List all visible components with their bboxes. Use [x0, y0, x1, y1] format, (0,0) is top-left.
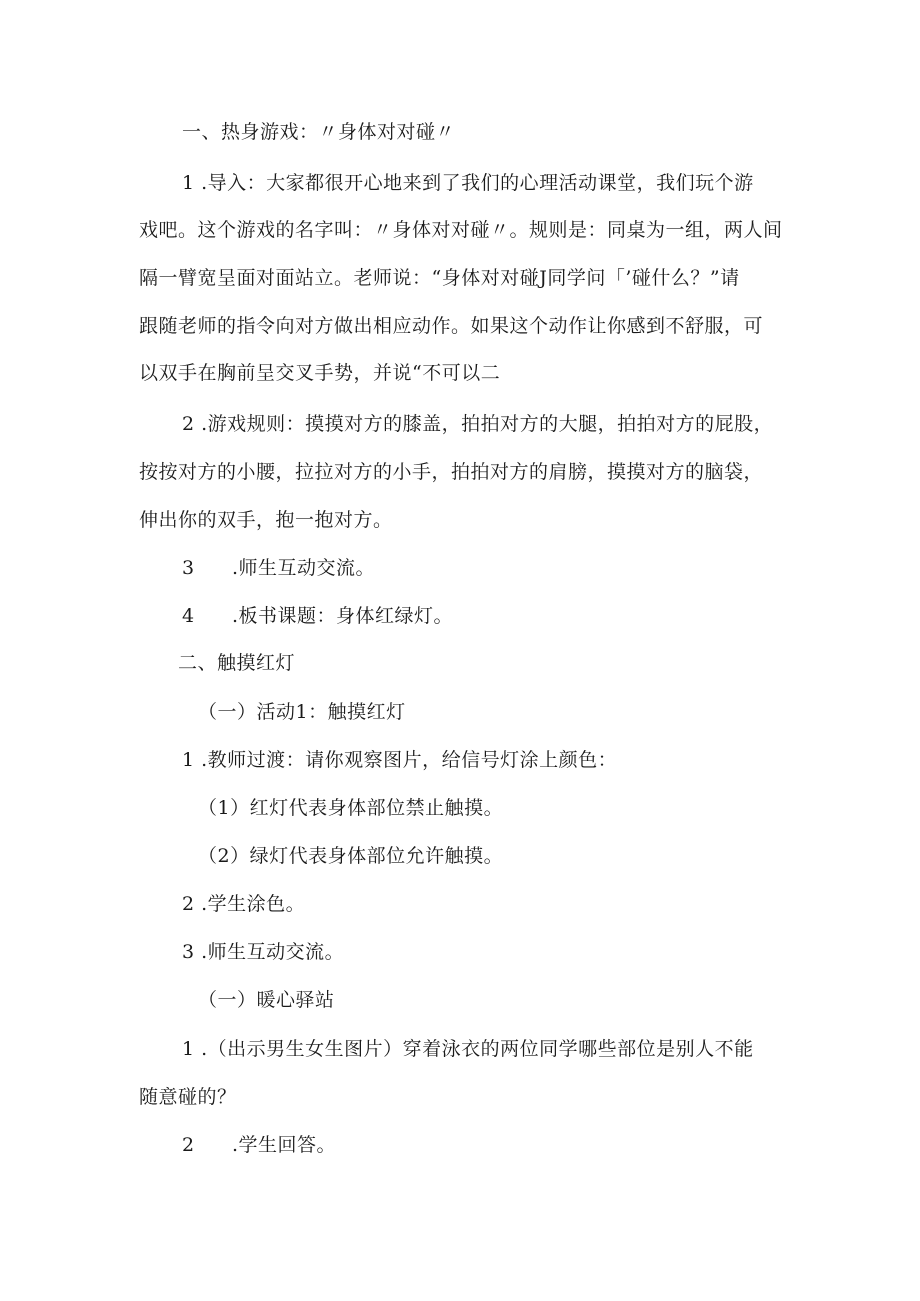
paragraph-line: 跟随老师的指令向对方做出相应动作。如果这个动作让你感到不舒服，可 [139, 315, 764, 337]
list-item: （1）红灯代表身体部位禁止触摸。 [198, 797, 504, 819]
list-text: .板书课题：身体红绿灯。 [232, 605, 454, 627]
list-number: 4 [182, 605, 195, 627]
section-heading-touch: 二、触摸红灯 [178, 652, 296, 674]
list-item [182, 1133, 336, 1157]
paragraph-line: 伸出你的双手，抱一抱对方。 [139, 509, 393, 531]
paragraph-line: 以双手在胸前呈交叉手势，并说“不可以二 [139, 362, 501, 384]
list-item [182, 604, 453, 628]
list-text: .师生互动交流。 [232, 557, 376, 579]
list-item: （2）绿灯代表身体部位允许触摸。 [198, 845, 504, 867]
list-item: 3 .师生互动交流。 [182, 941, 345, 963]
paragraph-line: 戏吧。这个游戏的名字叫：〃身体对对碰〃。规则是：同桌为一组，两人间 [139, 219, 783, 241]
list-number: 3 [182, 557, 195, 579]
paragraph-line: 1 .（出示男生女生图片）穿着泳衣的两位同学哪些部位是别人不能 [182, 1038, 754, 1060]
list-text: .学生回答。 [232, 1134, 337, 1156]
list-item [182, 556, 375, 580]
subsection-heading-activity2: （一）暖心驿站 [198, 989, 335, 1011]
subsection-heading-activity1: （一）活动1：触摸红灯 [198, 701, 406, 723]
list-item: 1 .教师过渡：请你观察图片，给信号灯涂上颜色： [182, 749, 618, 771]
section-heading-warmup: 一、热身游戏：〃身体对对碰〃 [182, 121, 456, 143]
paragraph-line: 1 .导入：大家都很开心地来到了我们的心理活动课堂，我们玩个游 [182, 172, 754, 194]
paragraph-line: 随意碰的？ [139, 1086, 237, 1108]
paragraph-line: 隔一臂宽呈面对面站立。老师说：“身体对对碰J同学问「’碰什么？”请 [139, 267, 740, 289]
paragraph-line: 按按对方的小腰，拉拉对方的小手，拍拍对方的肩膀，摸摸对方的脑袋， [139, 461, 764, 483]
paragraph-line: 2 .游戏规则：摸摸对方的膝盖，拍拍对方的大腿，拍拍对方的屁股， [182, 413, 774, 435]
list-number: 2 [182, 1134, 195, 1156]
list-item: 2 .学生涂色。 [182, 893, 306, 915]
